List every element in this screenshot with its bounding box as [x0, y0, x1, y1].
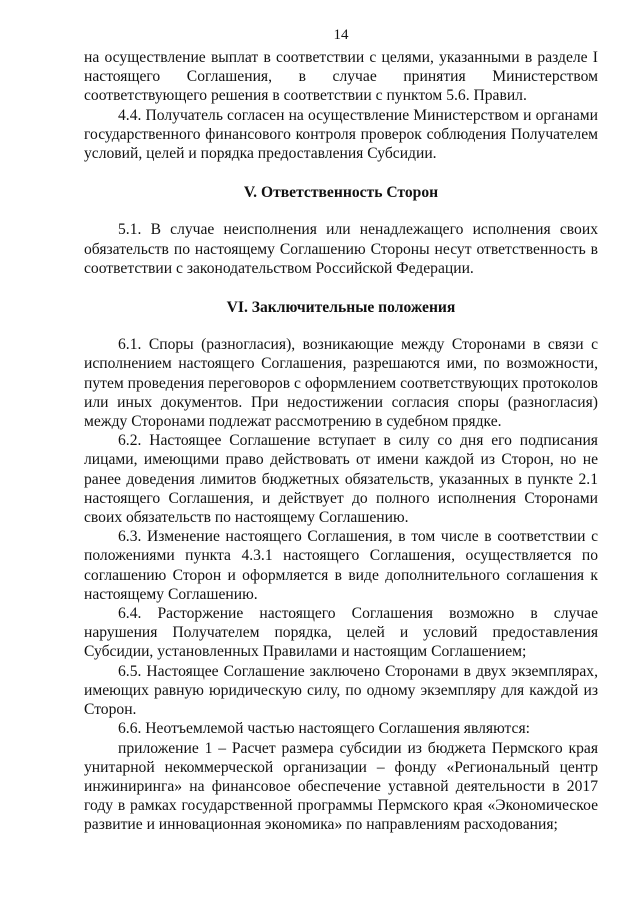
paragraph-continuation: на осуществление выплат в соответствии с целями, указанными в разделе I настоящего Соглашения, в случае принятия Министерством соответствующего решения в соответствии с пунктом 5.6. Правил. [84, 49, 598, 105]
paragraph-6-4: 6.4. Расторжение настоящего Соглашения возможно в случае нарушения Получателем порядка, целей и условий предоставления Субсидии, установленных Правилами и настоящим Соглашением; [84, 605, 598, 661]
paragraph-6-2: 6.2. Настоящее Соглашение вступает в силу со дня его подписания лицами, имеющими право действовать от имени каждой из Сторон, но не ранее доведения лимитов бюджетных обязательств, указанных в пункте 2.1 настоящего Соглашения, и действует до полного исполнения Сторонами своих обязательств по настоящему Соглашению. [84, 432, 598, 527]
paragraph-4-4: 4.4. Получатель согласен на осуществление Министерством и органами государственного финансового контроля проверок соблюдения Получателем условий, целей и порядка предоставления Субсидии. [84, 106, 598, 163]
paragraph-6-6: 6.6. Неотъемлемой частью настоящего Соглашения являются: [118, 720, 530, 738]
paragraph-6-3: 6.3. Изменение настоящего Соглашения, в том числе в соответствии с положениями пункта 4.3.1 настоящего Соглашения, осуществляется по соглашению Сторон и оформляется в виде дополнительного соглашения к настоящему Соглашению. [84, 528, 598, 603]
paragraph-5-1: 5.1. В случае неисполнения или ненадлежащего исполнения своих обязательств по настоящему Соглашению Стороны несут ответственность в соответствии с законодательством Российской Федерации. [84, 221, 598, 277]
paragraph-6-1: 6.1. Споры (разногласия), возникающие между Сторонами в связи с исполнением настоящего Соглашения, разрешаются ими, по возможности, путем проведения переговоров с оформлением соответствующих протоколов или иных документов. При недостижении согласия споры (разногласия) между Сторонами подлежат рассмотрению в судебном прядке. [84, 336, 598, 431]
paragraph-6-5: 6.5. Настоящее Соглашение заключено Сторонами в двух экземплярах, имеющих равную юридическую силу, по одному экземпляру для каждой из Сторон. [84, 662, 598, 719]
section-heading-v: V. Ответственность Сторон [243, 184, 439, 202]
section-heading-vi: VI. Заключительные положения [226, 299, 456, 317]
paragraph-appendix-1: приложение 1 – Расчет размера субсидии из бюджета Пермского края унитарной некоммерческой организации – фонду «Региональный центр инжиниринга» на финансовое обеспечение уставной деятельности в 2017 году в рамках государственной программы Пермского края «Экономическое развитие и инновационная экономика» по направлениям расходования; [84, 739, 598, 834]
document-body [84, 48, 598, 835]
page-number: 14 [333, 27, 349, 43]
